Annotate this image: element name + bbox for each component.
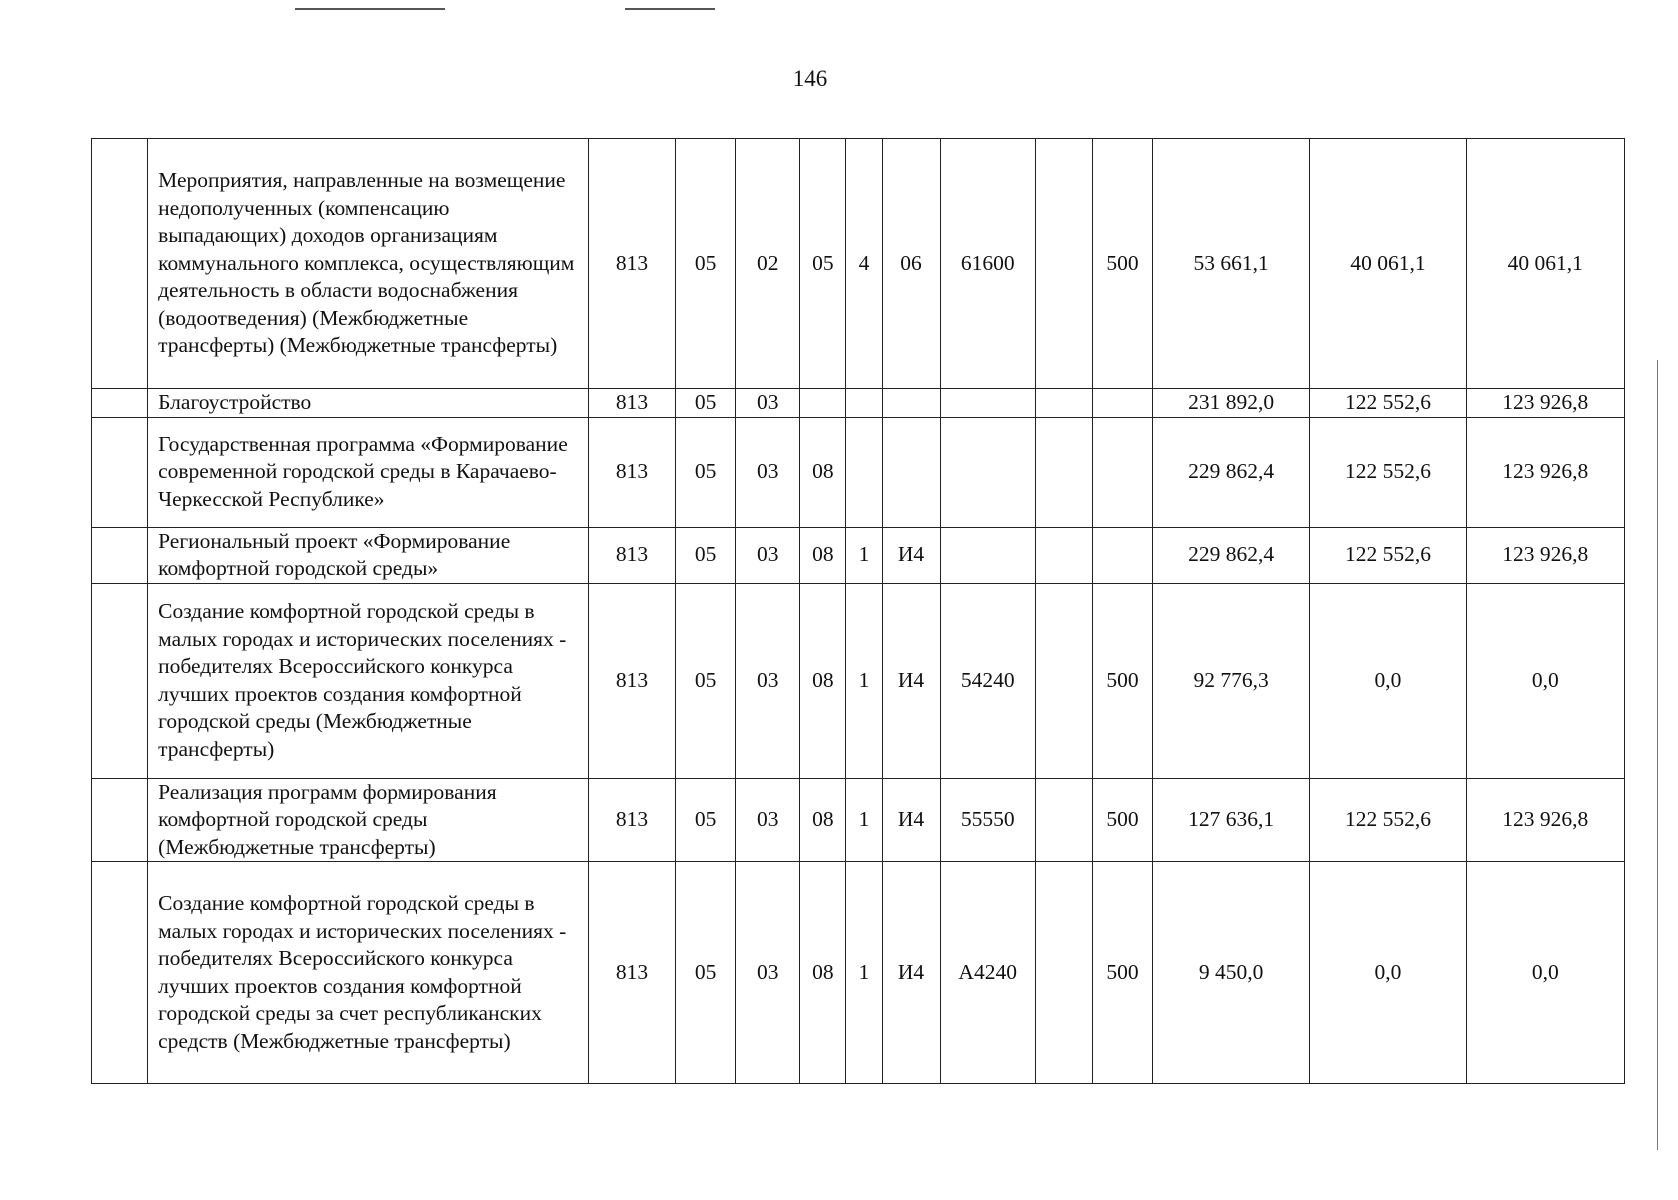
scan-artifact-line (295, 8, 445, 10)
row-number-cell (92, 139, 148, 389)
page-number: 146 (792, 66, 828, 91)
code-section-cell: 05 (676, 862, 736, 1084)
item-name-cell: Реализация программ формирования комфортной городской среды (Межбюджетные трансферты) (148, 778, 589, 862)
code-project-cell: И4 (882, 862, 940, 1084)
table-row (92, 527, 1625, 583)
code-subprogram-cell: 1 (846, 862, 882, 1084)
code-program-cell (800, 389, 846, 418)
code-reserve-cell (1035, 139, 1092, 389)
code-subprogram-cell (846, 417, 882, 527)
amount-year-3-cell: 123 926,8 (1466, 389, 1624, 418)
code-section-cell: 05 (676, 139, 736, 389)
code-expense-type-cell: 500 (1092, 139, 1152, 389)
code-program-cell: 08 (800, 417, 846, 527)
code-program-cell: 05 (800, 139, 846, 389)
code-direction-cell (940, 417, 1035, 527)
code-ministry-cell: 813 (588, 139, 675, 389)
code-expense-type-cell: 500 (1092, 583, 1152, 778)
code-expense-type-cell (1092, 527, 1152, 583)
amount-year-2-cell: 122 552,6 (1310, 778, 1466, 862)
table-row (92, 417, 1625, 527)
code-project-cell (882, 389, 940, 418)
scan-artifact-line (625, 8, 715, 10)
amount-year-1-cell: 9 450,0 (1153, 862, 1310, 1084)
amount-year-3-cell: 0,0 (1466, 583, 1624, 778)
amount-year-1-cell: 92 776,3 (1153, 583, 1310, 778)
code-project-cell: И4 (882, 583, 940, 778)
scan-edge-line (1657, 360, 1658, 1150)
code-subsection-cell: 03 (736, 583, 800, 778)
code-ministry-cell: 813 (588, 583, 675, 778)
code-direction-cell: 54240 (940, 583, 1035, 778)
code-expense-type-cell: 500 (1092, 862, 1152, 1084)
code-ministry-cell: 813 (588, 862, 675, 1084)
code-program-cell: 08 (800, 778, 846, 862)
amount-year-1-cell: 127 636,1 (1153, 778, 1310, 862)
code-direction-cell: А4240 (940, 862, 1035, 1084)
code-subsection-cell: 03 (736, 417, 800, 527)
code-direction-cell (940, 389, 1035, 418)
item-name-cell: Создание комфортной городской среды в малых городах и исторических поселениях - победителях Всероссийского конкурса лучших проектов создания комфортной городской среды (Межбюджетные трансферты) (148, 583, 589, 778)
code-ministry-cell: 813 (588, 527, 675, 583)
code-direction-cell (940, 527, 1035, 583)
code-program-cell: 08 (800, 583, 846, 778)
table-row (92, 139, 1625, 389)
row-number-cell (92, 417, 148, 527)
code-expense-type-cell: 500 (1092, 778, 1152, 862)
code-subsection-cell: 03 (736, 527, 800, 583)
code-reserve-cell (1035, 527, 1092, 583)
code-reserve-cell (1035, 389, 1092, 418)
code-reserve-cell (1035, 862, 1092, 1084)
amount-year-2-cell: 122 552,6 (1310, 527, 1466, 583)
code-program-cell: 08 (800, 527, 846, 583)
amount-year-1-cell: 231 892,0 (1153, 389, 1310, 418)
item-name-cell: Благоустройство (148, 389, 589, 418)
code-section-cell: 05 (676, 389, 736, 418)
code-reserve-cell (1035, 778, 1092, 862)
amount-year-2-cell: 122 552,6 (1310, 389, 1466, 418)
code-section-cell: 05 (676, 527, 736, 583)
amount-year-2-cell: 0,0 (1310, 862, 1466, 1084)
code-subsection-cell: 02 (736, 139, 800, 389)
row-number-cell (92, 583, 148, 778)
code-subprogram-cell: 1 (846, 527, 882, 583)
amount-year-1-cell: 229 862,4 (1153, 527, 1310, 583)
item-name-cell: Создание комфортной городской среды в малых городах и исторических поселениях - победителях Всероссийского конкурса лучших проектов создания комфортной городской среды за счет республиканских средств (Межбюджетные трансферты) (148, 862, 589, 1084)
amount-year-2-cell: 122 552,6 (1310, 417, 1466, 527)
code-project-cell: И4 (882, 778, 940, 862)
code-section-cell: 05 (676, 417, 736, 527)
table-row (92, 778, 1625, 862)
code-ministry-cell: 813 (588, 778, 675, 862)
table-row (92, 583, 1625, 778)
row-number-cell (92, 778, 148, 862)
code-program-cell: 08 (800, 862, 846, 1084)
code-ministry-cell: 813 (588, 389, 675, 418)
amount-year-3-cell: 123 926,8 (1466, 778, 1624, 862)
code-reserve-cell (1035, 417, 1092, 527)
table-row (92, 862, 1625, 1084)
row-number-cell (92, 389, 148, 418)
code-direction-cell: 61600 (940, 139, 1035, 389)
code-subsection-cell: 03 (736, 778, 800, 862)
item-name-cell: Государственная программа «Формирование современной городской среды в Карачаево-Черкесской Республике» (148, 417, 589, 527)
amount-year-3-cell: 0,0 (1466, 862, 1624, 1084)
code-subsection-cell: 03 (736, 862, 800, 1084)
amount-year-3-cell: 40 061,1 (1466, 139, 1624, 389)
table-row (92, 389, 1625, 418)
code-project-cell (882, 417, 940, 527)
row-number-cell (92, 862, 148, 1084)
amount-year-3-cell: 123 926,8 (1466, 417, 1624, 527)
code-direction-cell: 55550 (940, 778, 1035, 862)
amount-year-2-cell: 0,0 (1310, 583, 1466, 778)
amount-year-1-cell: 229 862,4 (1153, 417, 1310, 527)
item-name-cell: Мероприятия, направленные на возмещение недополученных (компенсацию выпадающих) доходов организациям коммунального комплекса, осуществляющим деятельность в области водоснабжения (водоотведения) (Межбюджетные трансферты) (Межбюджетные трансферты) (148, 139, 589, 389)
code-section-cell: 05 (676, 778, 736, 862)
code-section-cell: 05 (676, 583, 736, 778)
code-project-cell: 06 (882, 139, 940, 389)
amount-year-1-cell: 53 661,1 (1153, 139, 1310, 389)
amount-year-2-cell: 40 061,1 (1310, 139, 1466, 389)
code-subprogram-cell: 1 (846, 583, 882, 778)
code-subprogram-cell: 1 (846, 778, 882, 862)
row-number-cell (92, 527, 148, 583)
item-name-cell: Региональный проект «Формирование комфортной городской среды» (148, 527, 589, 583)
code-subsection-cell: 03 (736, 389, 800, 418)
code-reserve-cell (1035, 583, 1092, 778)
table-body (92, 139, 1625, 1084)
code-project-cell: И4 (882, 527, 940, 583)
amount-year-3-cell: 123 926,8 (1466, 527, 1624, 583)
code-ministry-cell: 813 (588, 417, 675, 527)
code-expense-type-cell (1092, 417, 1152, 527)
code-subprogram-cell (846, 389, 882, 418)
code-expense-type-cell (1092, 389, 1152, 418)
code-subprogram-cell: 4 (846, 139, 882, 389)
budget-table (91, 138, 1625, 1084)
